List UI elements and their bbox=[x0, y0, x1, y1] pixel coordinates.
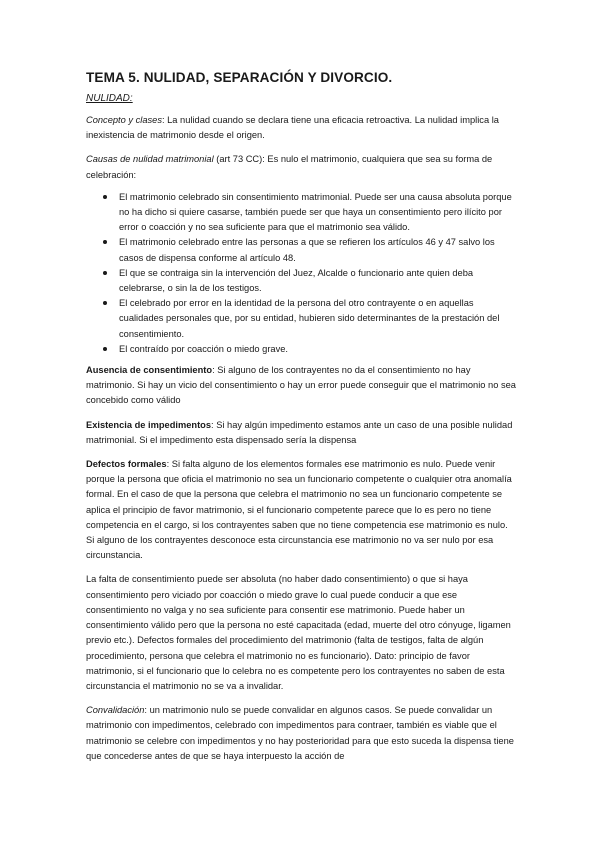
bullet-icon bbox=[103, 347, 107, 351]
paragraph-defectos bbox=[86, 457, 516, 563]
lead-term: Convalidación bbox=[86, 705, 145, 716]
paragraph-text: (art 73 CC): Es nulo el matrimonio, cualquiera que sea su forma de celebración: bbox=[86, 154, 493, 180]
lead-term: Defectos formales bbox=[86, 459, 167, 470]
bullet-icon bbox=[103, 271, 107, 275]
bullet-icon bbox=[103, 195, 107, 199]
list-item-text: El matrimonio celebrado sin consentimiento matrimonial. Puede ser una causa absoluta porque no ha dicho si quiere casarse, también puede ser que haya un consentimiento pero ilícito por error o coacción y no sea suficiente para que el matrimonio sea válido. bbox=[119, 191, 512, 233]
list-item bbox=[119, 296, 516, 342]
paragraph-text: : un matrimonio nulo se puede convalidar en algunos casos. Se puede convalidar un matrimonio con impedimentos, celebrado con impedimentos para contraer, también es viable que el matrimonio se celebre con impedimentos y no hay posterioridad para que esto suceda la dispensa tiene que concederse antes de que se haya interpuesto la acción de bbox=[86, 705, 514, 761]
list-item-text: El que se contraiga sin la intervención del Juez, Alcalde o funcionario ante quien deba celebrarse, o sin la de los testigos. bbox=[119, 267, 474, 294]
paragraph-concepto bbox=[86, 113, 516, 143]
lead-term: Causas de nulidad matrimonial bbox=[86, 154, 214, 165]
section-heading: NULIDAD: bbox=[86, 93, 133, 104]
paragraph-impedimentos bbox=[86, 418, 516, 448]
paragraph-falta-consentimiento: La falta de consentimiento puede ser absoluta (no haber dado consentimiento) o que si haya consentimiento pero viciado por coacción o miedo grave lo cual puede conducir a que ese consentimiento no valga y no sea suficiente para consentir ese matrimonio. Puede haber un consentimiento válido pero que la persona no esté capacitada (edad, muerte del otro cónyuge, ligamen previo etc.). Defectos formales del procedimiento del matrimonio (falta de testigos, falta de algún procedimiento, persona que celebra el matrimonio no es funcionario). Dato: principio de favor matrimonio, si el funcionario que lo celebra no es competente pero los contrayentes no saben de esta circunstancia el matrimonio no se va a invalidar. bbox=[86, 574, 511, 691]
document-page bbox=[86, 60, 516, 773]
list-item bbox=[119, 342, 516, 357]
list-item bbox=[119, 266, 516, 296]
lead-term: Concepto y clases bbox=[86, 115, 162, 125]
paragraph-ausencia bbox=[86, 363, 516, 409]
bullet-icon bbox=[103, 240, 107, 244]
list-item-text: El celebrado por error en la identidad de la persona del otro contrayente o en aquellas cualidades personales que, por su entidad, hubieren sido determinantes de la prestación del consentimiento. bbox=[119, 298, 500, 339]
list-item-text: El contraído por coacción o miedo grave. bbox=[119, 343, 288, 354]
lead-term: Existencia de impedimentos bbox=[86, 419, 212, 430]
causes-list bbox=[86, 190, 516, 357]
bullet-icon bbox=[103, 301, 107, 305]
document-title: TEMA 5. NULIDAD, SEPARACIÓN Y DIVORCIO. bbox=[86, 70, 393, 85]
paragraph-text: : Si alguno de los contrayentes no da el consentimiento no hay matrimonio. Si hay un vicio del consentimiento o hay un error puede conseguir que el matrimonio no sea concebido como válido bbox=[86, 365, 516, 406]
list-item bbox=[119, 190, 516, 236]
list-item-text: El matrimonio celebrado entre las personas a que se refieren los artículos 46 y 47 salvo los casos de dispensa conforme al artículo 48. bbox=[119, 237, 495, 263]
paragraph-convalidacion bbox=[86, 703, 516, 764]
list-item bbox=[119, 235, 516, 265]
paragraph-text: : La nulidad cuando se declara tiene una eficacia retroactiva. La nulidad implica la inexistencia de matrimonio desde el origen. bbox=[86, 115, 499, 141]
paragraph-causas bbox=[86, 152, 516, 182]
paragraph-text: : Si falta alguno de los elementos formales ese matrimonio es nulo. Puede venir porque la persona que oficia el matrimonio no sea un funcionario competente o cualquier otra anomalía formal. En el caso de que la persona que celebra el matrimonio no sea un funcionario competente se aplica el principio de favor matrimonio, si el funcionario competente parece que lo es pero no tiene competencia en el cargo, si los contrayentes saben que no tiene competencia ese matrimonio es nulo. Si alguno de los contrayentes desconoce esta circunstancia ese matrimonio no va ser nulo por esa circunstancia. bbox=[86, 459, 512, 561]
lead-term: Ausencia de consentimiento bbox=[86, 365, 213, 376]
paragraph-text: : Si hay algún impedimento estamos ante un caso de una posible nulidad matrimonial. Si el impedimento esta dispensado sería la dispensa bbox=[86, 419, 513, 445]
